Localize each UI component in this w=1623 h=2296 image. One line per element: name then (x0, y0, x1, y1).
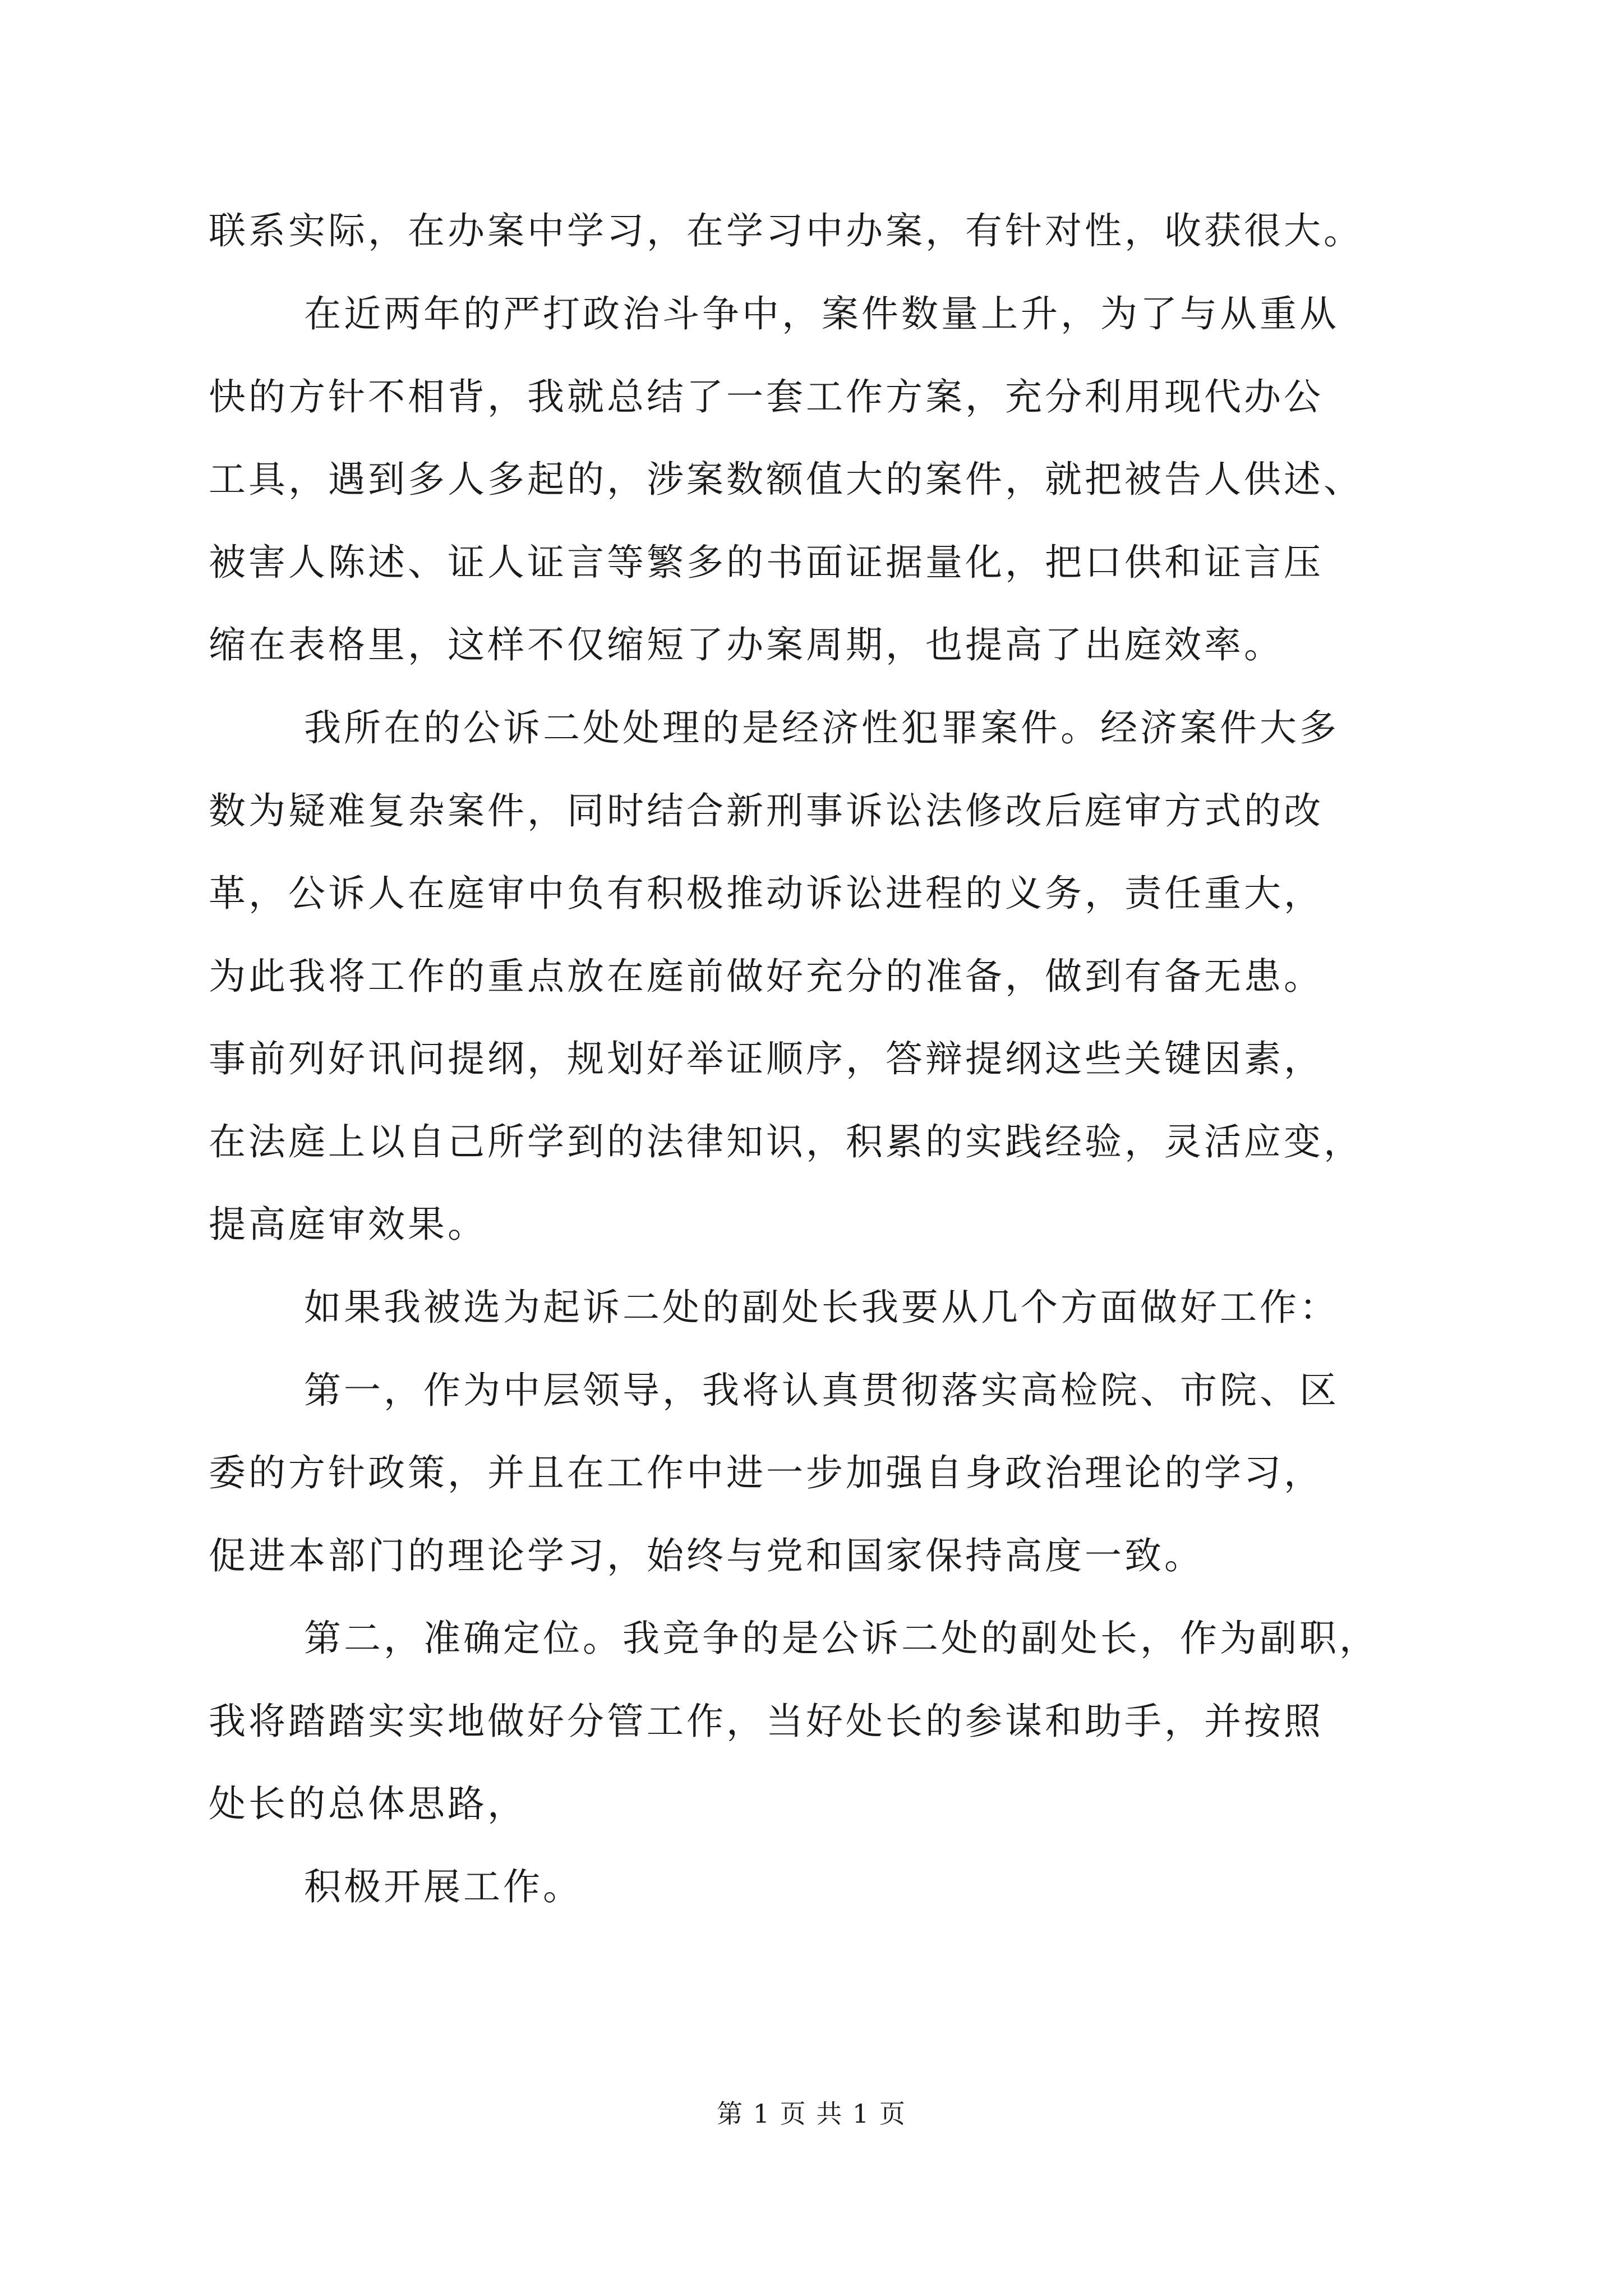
document-page: 联系实际，在办案中学习，在学习中办案，有针对性，收获很大。 在近两年的严打政治斗争中，案件数量上升，为了与从重从 快的方针不相背，我就总结了一套工作方案，充分利用现代办公 工具，遇到多人多起的，涉案数额值大的案件，就把被告人供述、 被害人陈述、证人证言等繁多的书面证据量化，把口供和证言压 缩在表格里，这样不仅缩短了办案周期，也提高了出庭效率。 我所在的公诉二处处理的是经济性犯罪案件。经济案件大多 数为疑难复杂案件，同时结合新刑事诉讼法修改后庭审方式的改 革，公诉人在庭审中负有积极推动诉讼进程的义务，责任重大， 为此我将工作的重点放在庭前做好充分的准备，做到有备无患。 事前列好讯问提纲，规划好举证顺序，答辩提纲这些关键因素， 在法庭上以自己所学到的法律知识，积累的实践经验，灵活应变， 提高庭审效果。 如果我被选为起诉二处的副处长我要从几个方面做好工作： 第一，作为中层领导，我将认真贯彻落实高检院、市院、区 委的方针政策，并且在工作中进一步加强自身政治理论的学习， 促进本部门的理论学习，始终与党和国家保持高度一致。 第二，准确定位。我竞争的是公诉二处的副处长，作为副职， 我将踏踏实实地做好分管工作，当好处长的参谋和助手，并按照 处长的总体思路， 积极开展工作。 第 1 页 共 1 页 (0, 0, 1623, 2296)
page-footer: 第 1 页 共 1 页 (717, 2099, 906, 2129)
